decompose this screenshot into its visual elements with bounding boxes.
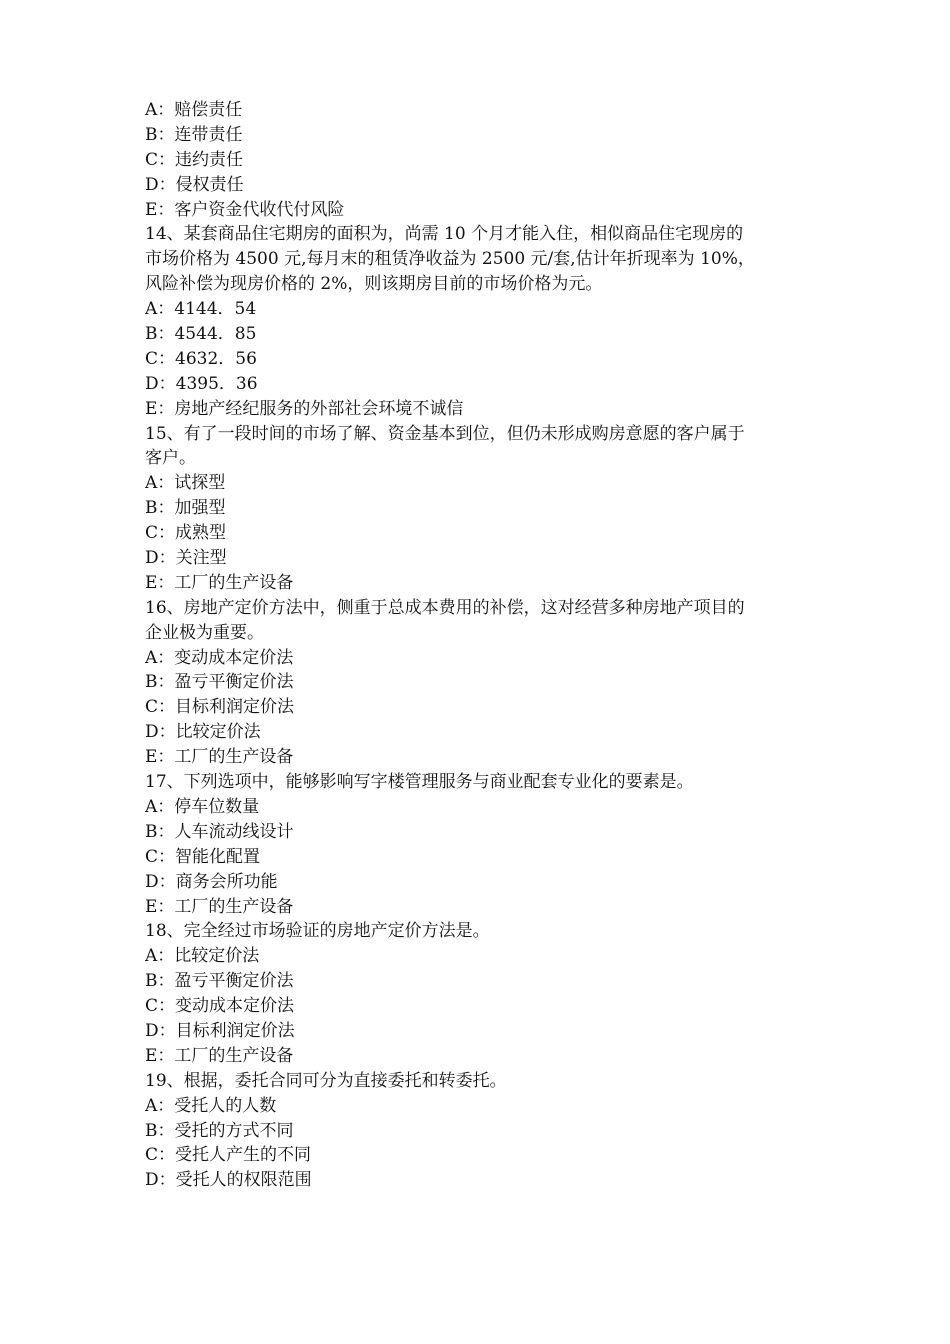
option-d: D：侵权责任 [145,174,244,195]
question-text-line: 企业极为重要。 [145,622,264,643]
question-text-line: 14、某套商品住宅期房的面积为，尚需 10 个月才能入住，相似商品住宅现房的 [145,224,744,245]
option-e: E：工厂的生产设备 [145,896,294,917]
question-text-line: 市场价格为 4500 元,每月末的租赁净收益为 2500 元/套,估计年折现率为 10%， [145,249,755,270]
option-a: A：试探型 [145,473,226,494]
question-block-15 [145,422,815,596]
option-e: E：房地产经纪服务的外部社会环境不诚信 [145,398,464,419]
option-e: E：工厂的生产设备 [145,1045,294,1066]
option-c: C：成熟型 [145,523,227,544]
option-b: B：盈亏平衡定价法 [145,971,294,992]
question-block-16 [145,596,815,770]
option-e: E：客户资金代收代付风险 [145,199,345,220]
option-b: B：盈亏平衡定价法 [145,672,294,693]
option-d: D：目标利润定价法 [145,1020,295,1041]
option-a: A：赔偿责任 [145,100,243,120]
option-d: D：受托人的权限范围 [145,1170,312,1191]
option-c: C：智能化配置 [145,846,261,867]
option-b: B：4544．85 [145,324,257,345]
option-b: B：加强型 [145,498,226,519]
option-d: D：关注型 [145,548,227,569]
option-b: B：人车流动线设计 [145,821,294,842]
option-d: D：比较定价法 [145,722,261,743]
question-text-line: 风险补偿为现房价格的 2%，则该期房目前的市场价格为元。 [145,274,603,295]
option-b: B：受托的方式不同 [145,1120,294,1141]
document-page [145,98,815,1193]
option-c: C：4632．56 [145,348,257,369]
option-a: A：4144．54 [145,299,257,320]
question-text-line: 15、有了一段时间的市场了解、资金基本到位，但仍未形成购房意愿的客户属于 [145,423,745,444]
question-text-line: 19、根据，委托合同可分为直接委托和转委托。 [145,1070,507,1091]
option-a: A：停车位数量 [145,796,260,817]
option-a: A：受托人的人数 [145,1095,277,1116]
question-text-line: 客户。 [145,448,196,469]
option-a: A：比较定价法 [145,946,260,967]
option-e: E：工厂的生产设备 [145,572,294,593]
option-c: C：变动成本定价法 [145,996,295,1017]
option-d: D：商务会所功能 [145,871,278,892]
question-block-19 [145,1069,815,1193]
question-block-13 [145,98,815,222]
option-c: C：目标利润定价法 [145,697,295,718]
question-block-17 [145,770,815,919]
question-text-line: 17、下列选项中，能够影响写字楼管理服务与商业配套专业化的要素是。 [145,772,694,793]
option-b: B：连带责任 [145,124,243,145]
question-text-line: 18、完全经过市场验证的房地产定价方法是。 [145,921,490,942]
question-block-18 [145,919,815,1068]
question-text-line: 16、房地产定价方法中，侧重于总成本费用的补偿，这对经营多种房地产项目的 [145,597,745,618]
option-e: E：工厂的生产设备 [145,747,294,768]
option-a: A：变动成本定价法 [145,647,294,668]
option-d: D：4395．36 [145,373,258,394]
option-c: C：违约责任 [145,149,244,170]
option-c: C：受托人产生的不同 [145,1145,312,1166]
question-block-14 [145,222,815,421]
